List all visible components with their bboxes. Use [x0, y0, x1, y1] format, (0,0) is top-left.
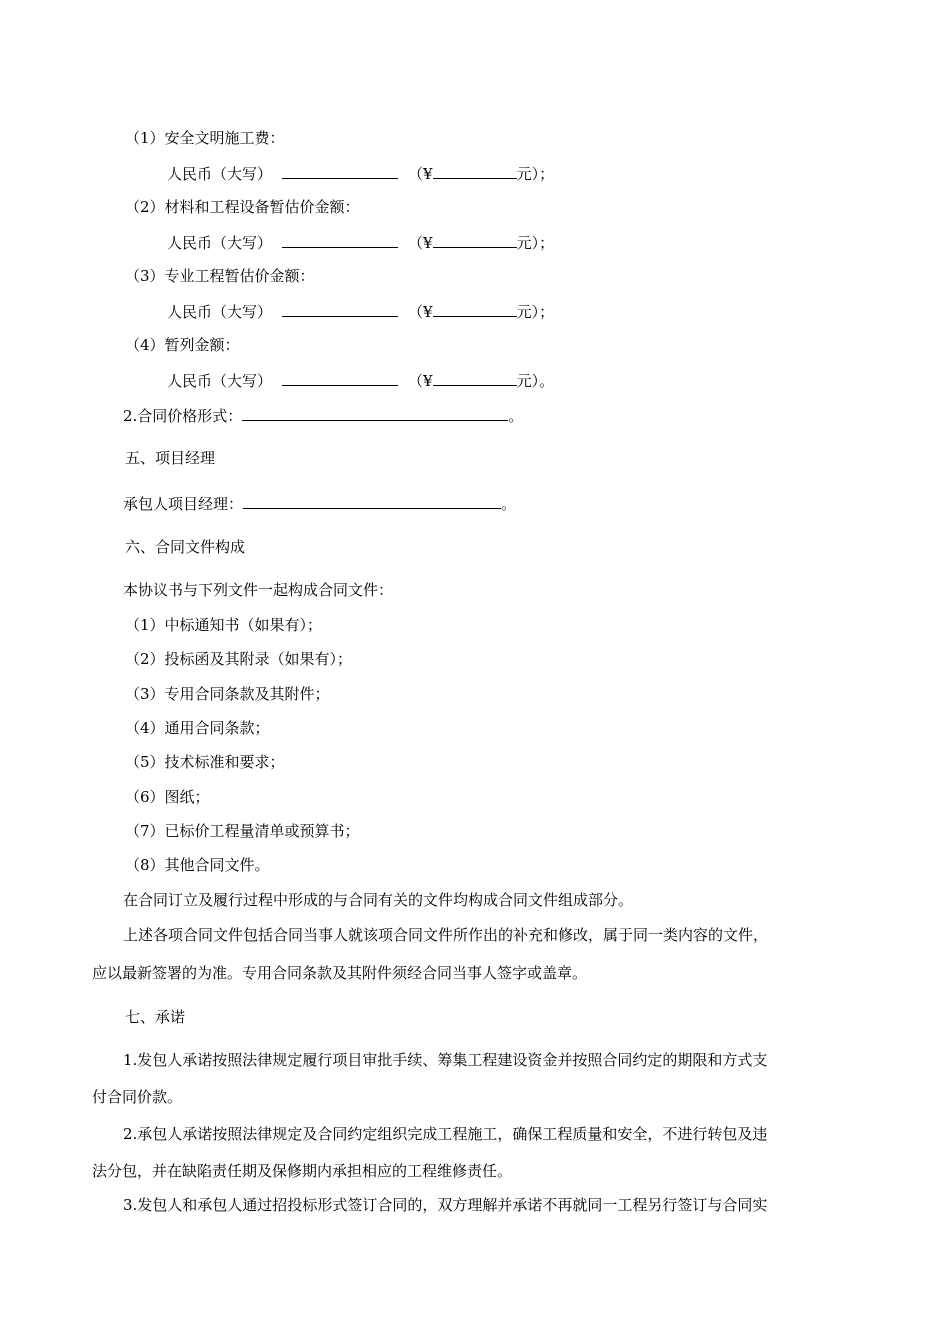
rmb-label: 人民币（大写） [167, 165, 273, 183]
yen-blank[interactable] [433, 232, 517, 248]
yen-open: （¥ [408, 234, 433, 252]
period: 。 [501, 495, 517, 513]
list-item: （4）通用合同条款； [125, 719, 270, 737]
price-form-blank[interactable] [242, 405, 508, 421]
item-provisional-title: （4）暂列金额： [125, 336, 240, 354]
list-item: （7）已标价工程量清单或预算书； [125, 822, 360, 840]
yuan-close: 元）； [516, 165, 555, 183]
rmb-blank[interactable] [282, 232, 398, 248]
list-item: （1）中标通知书（如果有）； [125, 616, 323, 634]
list-item: （8）其他合同文件。 [125, 856, 270, 874]
rmb-blank[interactable] [282, 301, 398, 317]
yen-open: （¥ [408, 372, 433, 390]
amount-line-safety [167, 163, 554, 183]
yen-blank[interactable] [433, 370, 517, 386]
yen-open: （¥ [408, 165, 433, 183]
section7-p1-line1: 1.发包人承诺按照法律规定履行项目审批手续、筹集工程建设资金并按照合同约定的期限和方式支 [123, 1051, 768, 1069]
item-professional-title: （3）专业工程暂估价金额： [125, 267, 315, 285]
rmb-blank[interactable] [282, 370, 398, 386]
rmb-blank[interactable] [282, 163, 398, 179]
section7-p3-line1: 3.发包人和承包人通过招投标形式签订合同的，双方理解并承诺不再就同一工程另行签订与合同实 [123, 1196, 768, 1214]
yen-open: （¥ [408, 303, 433, 321]
section7-p2-line1: 2.承包人承诺按照法律规定及合同约定组织完成工程施工，确保工程质量和安全，不进行转包及违 [123, 1125, 768, 1143]
section6-para2-line1: 上述各项合同文件包括合同当事人就该项合同文件所作出的补充和修改，属于同一类内容的文件， [123, 926, 769, 944]
rmb-label: 人民币（大写） [167, 303, 273, 321]
yuan-close: 元）。 [516, 372, 555, 390]
rmb-label: 人民币（大写） [167, 234, 273, 252]
amount-line-material [167, 232, 554, 252]
yuan-close: 元）； [516, 303, 555, 321]
section6-heading: 六、合同文件构成 [125, 538, 246, 556]
period: 。 [508, 407, 524, 425]
yen-blank[interactable] [433, 163, 517, 179]
list-item: （3）专用合同条款及其附件； [125, 685, 330, 703]
item-safety-fee-title: （1）安全文明施工费： [125, 129, 285, 147]
list-item: （2）投标函及其附录（如果有）； [125, 650, 353, 668]
section7-p2-line2: 法分包，并在缺陷责任期及保修期内承担相应的工程维修责任。 [92, 1162, 513, 1180]
yen-blank[interactable] [433, 301, 517, 317]
section6-para2-line2: 应以最新签署的为准。专用合同条款及其附件须经合同当事人签字或盖章。 [92, 964, 588, 982]
price-form-line [123, 405, 523, 425]
section7-heading: 七、承诺 [125, 1008, 186, 1026]
manager-blank[interactable] [243, 493, 501, 509]
section5-heading: 五、项目经理 [125, 449, 216, 467]
manager-label: 承包人项目经理： [123, 495, 244, 513]
list-item: （6）图纸； [125, 788, 210, 806]
list-item: （5）技术标准和要求； [125, 753, 285, 771]
price-form-label: 2.合同价格形式： [123, 407, 243, 425]
section6-intro: 本协议书与下列文件一起构成合同文件： [123, 581, 394, 599]
manager-line [123, 493, 516, 513]
section6-para1: 在合同订立及履行过程中形成的与合同有关的文件均构成合同文件组成部分。 [123, 891, 634, 909]
section7-p1-line2: 付合同价款。 [92, 1088, 183, 1106]
amount-line-provisional [167, 370, 554, 390]
rmb-label: 人民币（大写） [167, 372, 273, 390]
amount-line-professional [167, 301, 554, 321]
yuan-close: 元）； [516, 234, 555, 252]
item-material-title: （2）材料和工程设备暂估价金额： [125, 198, 360, 216]
